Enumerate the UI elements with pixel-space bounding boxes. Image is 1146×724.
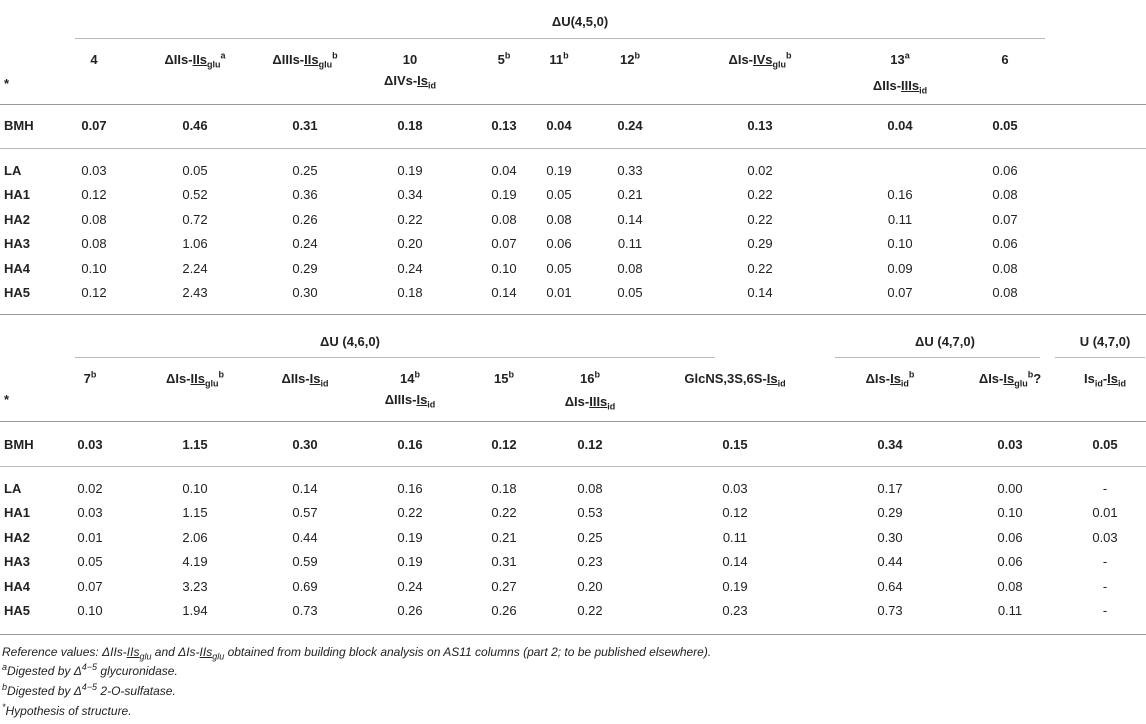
table-cell: 0.07: [887, 285, 913, 300]
row-label: BMH: [4, 118, 34, 133]
t2-col-header: ΔIIs-$Is_{id}$: [281, 371, 329, 389]
table-cell: -: [1102, 578, 1108, 594]
table-cell: 0.21: [491, 529, 517, 545]
table-cell: -: [1102, 481, 1108, 496]
table-cell: 0.10: [77, 603, 103, 618]
t2-group-rule: [1055, 357, 1145, 358]
row-label: HA1: [4, 505, 31, 521]
footnote-a: $^a$Digested by $\Delta^{4-5}$ glycuronidase.: [2, 662, 178, 678]
t2-star-label: *: [4, 392, 10, 407]
t1-col-header-line2: ΔIIs-IIIs$_{id}$: [872, 78, 928, 96]
table-cell: 0.33: [617, 163, 643, 178]
table-cell: 0.13: [747, 118, 773, 133]
table-cell: 0.11: [722, 529, 748, 545]
table-cell: 0.29: [292, 260, 318, 276]
table-cell: 0.03: [1092, 529, 1118, 545]
table-cell: 0.21: [617, 187, 643, 203]
footnote-b: $^b$Digested by $\Delta^{4-5}$ 2-O-sulfatase.: [2, 682, 176, 698]
table-cell: 0.01: [77, 529, 103, 545]
table-cell: 0.06: [992, 236, 1018, 252]
table-cell: 0.29: [877, 505, 903, 521]
footnote-reference: Reference values: ΔIIs-IIs$_{glu}$ and ΔIs-IIs$_{glu}$ obtained from building block analysis on AS11 columns (part 2; to be published elsewhere).: [2, 645, 712, 662]
table-cell: 0.04: [546, 118, 572, 133]
row-label: LA: [4, 163, 22, 178]
row-label: HA2: [4, 529, 31, 545]
table-cell: 0.08: [81, 236, 107, 252]
table-cell: 0.16: [887, 187, 913, 203]
table-cell: 0.01: [546, 285, 572, 300]
t2-group-title: ΔU (4,6,0): [320, 334, 380, 349]
table-cell: 0.19: [397, 554, 423, 570]
t1-col-header: 10: [402, 52, 418, 67]
table-cell: 0.11: [887, 211, 913, 227]
table-cell: 0.14: [491, 285, 517, 300]
table-cell: 0.34: [877, 437, 903, 452]
table-cell: -: [1102, 554, 1108, 570]
table-cell: 0.07: [77, 578, 103, 594]
t1-col-header: 13$^a$: [890, 50, 910, 67]
table-cell: 0.07: [992, 211, 1018, 227]
t2-bottom-rule: [0, 634, 1146, 635]
table-cell: 0.12: [491, 437, 517, 452]
table-cell: 0.11: [617, 236, 643, 252]
t1-col-header: 11$^b$: [549, 50, 569, 67]
table-cell: 1.15: [182, 505, 208, 521]
table-cell: 0.08: [577, 481, 603, 496]
table-cell: 0.11: [997, 603, 1023, 618]
table-cell: 0.12: [81, 187, 107, 203]
table-cell: 0.25: [577, 529, 603, 545]
table-cell: 0.05: [182, 163, 208, 178]
table-cell: 0.08: [81, 211, 107, 227]
table-cell: 0.12: [81, 285, 107, 300]
table-cell: 0.05: [546, 260, 572, 276]
table-cell: 0.03: [997, 437, 1023, 452]
table-cell: 0.26: [491, 603, 517, 618]
table-cell: 0.06: [992, 163, 1018, 178]
t2-col-header: ΔIs-$Is_{glu}^b$?: [978, 369, 1042, 389]
table-cell: 0.03: [77, 437, 103, 452]
table-cell: 0.22: [397, 211, 423, 227]
t2-col-header: 7$^b$: [83, 369, 97, 386]
table-cell: 0.57: [292, 505, 318, 521]
row-label: HA3: [4, 236, 31, 252]
table-cell: 0.26: [292, 211, 318, 227]
table-cell: 0.08: [997, 578, 1023, 594]
table-cell: 0.06: [997, 529, 1023, 545]
table-cell: 0.25: [292, 163, 318, 178]
t1-col-header-line2: ΔIVs-$Is_{id}$: [383, 73, 437, 91]
table-cell: 0.10: [997, 505, 1023, 521]
table-cell: 0.69: [292, 578, 318, 594]
table-cell: 0.19: [397, 163, 423, 178]
t2-col-header: 16$^b$: [580, 369, 600, 386]
table-cell: 0.12: [722, 505, 748, 521]
t1-bottom-rule: [0, 314, 1146, 315]
table-cell: 3.23: [182, 578, 208, 594]
table-cell: 0.29: [747, 236, 773, 252]
table-cell: 0.22: [491, 505, 517, 521]
table-cell: 0.53: [577, 505, 603, 521]
t2-col-header-line2: ΔIIIs-$Is_{id}$: [384, 392, 436, 410]
table-cell: 0.23: [722, 603, 748, 618]
table-cell: 0.10: [887, 236, 913, 252]
table-cell: 2.43: [182, 285, 208, 300]
t2-col-header: 15$^b$: [494, 369, 514, 386]
row-label: HA1: [4, 187, 31, 203]
table-cell: 0.18: [491, 481, 517, 496]
table-cell: 0.03: [77, 505, 103, 521]
table-cell: 0.30: [292, 437, 318, 452]
table-cell: 0.31: [491, 554, 517, 570]
table-cell: 0.27: [491, 578, 517, 594]
table-cell: 0.31: [292, 118, 318, 133]
footnote-star: *Hypothesis of structure.: [2, 702, 132, 718]
table-cell: 0.19: [397, 529, 423, 545]
table-cell: 0.52: [182, 187, 208, 203]
table-cell: 0.06: [997, 554, 1023, 570]
table-cell: 0.19: [546, 163, 572, 178]
table-cell: 2.06: [182, 529, 208, 545]
table-cell: 1.15: [182, 437, 208, 452]
table-cell: 0.02: [77, 481, 103, 496]
t2-col-header: 14$^b$: [400, 369, 420, 386]
t2-group-rule: [75, 357, 715, 358]
table-cell: 0.44: [292, 529, 318, 545]
table-cell: 0.07: [491, 236, 517, 252]
table-cell: 0.20: [397, 236, 423, 252]
table-cell: 0.22: [577, 603, 603, 618]
table-cell: 0.44: [877, 554, 903, 570]
table-cell: 0.24: [397, 578, 423, 594]
t1-col-header: 4: [90, 52, 98, 67]
t1-group-title: ΔU(4,5,0): [551, 14, 609, 29]
table-cell: 0.09: [887, 260, 913, 276]
table-cell: 0.00: [997, 481, 1023, 496]
t2-col-header-line2: ΔIs-IIIs$_{id}$: [564, 394, 616, 412]
t1-star-label: *: [4, 76, 10, 91]
row-label: HA5: [4, 285, 31, 300]
t1-col-header: ΔIIs-IIs$_{glu}^a$: [164, 50, 226, 70]
t2-header-rule: [0, 421, 1146, 422]
t2-col-header: ΔIs-$Is_{id}^b$: [865, 369, 915, 389]
table-cell: 0.24: [617, 118, 643, 133]
row-label: HA2: [4, 211, 31, 227]
row-label: HA4: [4, 578, 31, 594]
table-cell: 0.22: [747, 260, 773, 276]
table-cell: 0.08: [491, 211, 517, 227]
table-cell: 0.05: [77, 554, 103, 570]
table-cell: 4.19: [182, 554, 208, 570]
t1-col-header: 5$^b$: [497, 50, 511, 67]
table-cell: 0.08: [992, 285, 1018, 300]
table-cell: 0.10: [182, 481, 208, 496]
table-cell: 0.04: [887, 118, 913, 133]
t2-col-header: ΔIs-IIs$_{glu}^b$: [166, 369, 224, 389]
table-cell: 0.64: [877, 578, 903, 594]
table-cell: 2.24: [182, 260, 208, 276]
table-cell: 0.04: [491, 163, 517, 178]
t2-group-rule: [835, 357, 1040, 358]
table-cell: 0.05: [617, 285, 643, 300]
table-cell: 0.02: [747, 163, 773, 178]
table-cell: 0.24: [292, 236, 318, 252]
row-label: BMH: [4, 437, 34, 452]
table-cell: 0.12: [577, 437, 603, 452]
table-cell: 0.59: [292, 554, 318, 570]
row-label: HA4: [4, 260, 31, 276]
table-cell: 0.14: [722, 554, 748, 570]
t2-col-header: $Is_{id}-Is_{id}$: [1083, 371, 1127, 389]
table-cell: 0.20: [577, 578, 603, 594]
table-cell: 0.30: [292, 285, 318, 300]
table-cell: 0.08: [992, 187, 1018, 203]
table-cell: 0.16: [397, 481, 423, 496]
table-cell: 0.05: [546, 187, 572, 203]
table-cell: 0.17: [877, 481, 903, 496]
table-cell: 0.73: [292, 603, 318, 618]
table-cell: 0.10: [81, 260, 107, 276]
table-cell: 0.05: [1092, 437, 1118, 452]
table-cell: 0.06: [546, 236, 572, 252]
table-cell: 1.94: [182, 603, 208, 618]
t1-header-rule: [0, 104, 1146, 105]
t1-bmh-rule: [0, 148, 1146, 149]
table-cell: 0.19: [491, 187, 517, 203]
table-cell: 0.18: [397, 285, 423, 300]
t2-bmh-rule: [0, 466, 1146, 467]
table-cell: -: [1102, 603, 1108, 618]
table-cell: 0.26: [397, 603, 423, 618]
table-cell: 0.08: [992, 260, 1018, 276]
t2-group-title: ΔU (4,7,0): [915, 334, 975, 349]
t1-col-header: ΔIs-IVs$_{glu}^b$: [728, 50, 792, 70]
table-cell: 0.14: [292, 481, 318, 496]
table-cell: 0.72: [182, 211, 208, 227]
table-cell: 0.23: [577, 554, 603, 570]
row-label: HA3: [4, 554, 31, 570]
table-cell: 0.24: [397, 260, 423, 276]
table-cell: 0.19: [722, 578, 748, 594]
table-cell: 0.03: [81, 163, 107, 178]
table-cell: 0.14: [617, 211, 643, 227]
t1-col-header: 6: [1001, 52, 1009, 67]
table-cell: 0.22: [397, 505, 423, 521]
table-cell: 0.07: [81, 118, 107, 133]
table-cell: 0.05: [992, 118, 1018, 133]
table-cell: 0.14: [747, 285, 773, 300]
t2-col-header: $GlcNS,3S,6S-Is_{id}$: [684, 371, 786, 389]
table-cell: 0.30: [877, 529, 903, 545]
t2-group-title: U (4,7,0): [1079, 334, 1131, 349]
table-cell: 0.18: [397, 118, 423, 133]
table-cell: 0.13: [491, 118, 517, 133]
table-cell: 0.34: [397, 187, 423, 203]
table-cell: 0.03: [722, 481, 748, 496]
table-cell: 0.15: [722, 437, 748, 452]
table-cell: 0.08: [546, 211, 572, 227]
table-cell: 0.08: [617, 260, 643, 276]
t1-col-header: ΔIIIs-IIs$_{glu}^b$: [272, 50, 338, 70]
table-cell: 0.22: [747, 187, 773, 203]
table-cell: 0.01: [1092, 505, 1118, 521]
row-label: HA5: [4, 603, 31, 618]
t1-group-rule: [75, 38, 1045, 39]
table-cell: 0.36: [292, 187, 318, 203]
t1-col-header: 12$^b$: [620, 50, 640, 67]
row-label: LA: [4, 481, 22, 496]
table-cell: 0.10: [491, 260, 517, 276]
table-cell: 1.06: [182, 236, 208, 252]
table-cell: 0.16: [397, 437, 423, 452]
table-cell: 0.22: [747, 211, 773, 227]
table-cell: 0.73: [877, 603, 903, 618]
table-cell: 0.46: [182, 118, 208, 133]
